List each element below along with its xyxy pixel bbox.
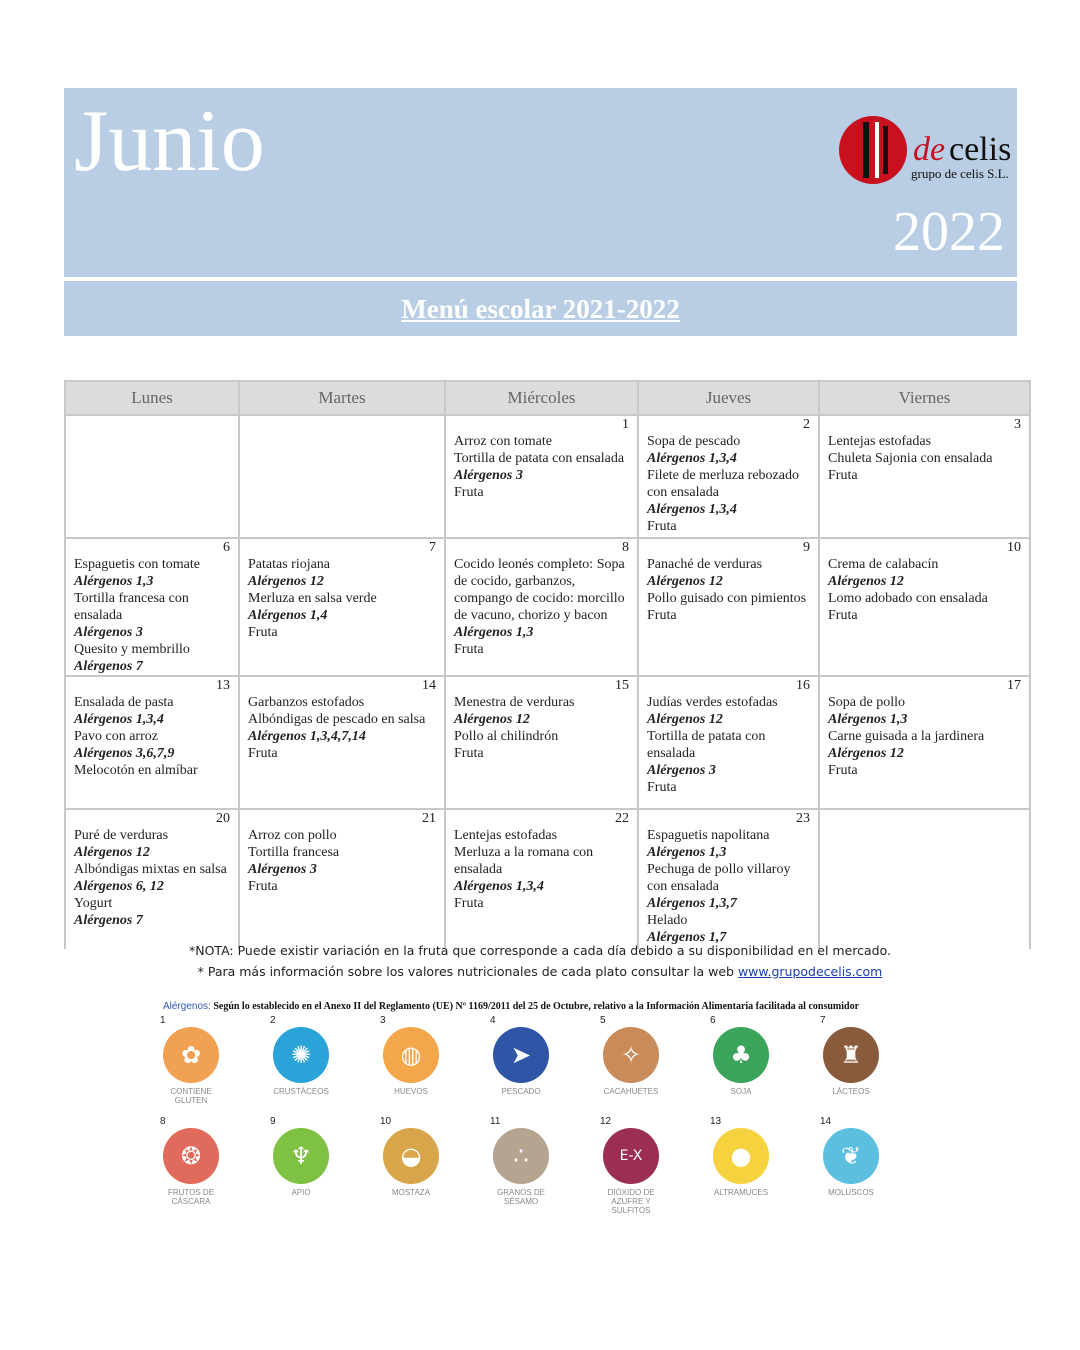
allergen-note: Alérgenos 12 [828, 574, 904, 589]
nutrition-note-text: * Para más información sobre los valores nutricionales de cada plato consultar la web [197, 964, 738, 979]
allergen-item [490, 1116, 552, 1206]
peanut-icon: ✧ [603, 1027, 659, 1083]
dish-line: Fruta [454, 746, 484, 761]
day-cell [65, 538, 239, 676]
allergen-note: Alérgenos 3 [454, 468, 523, 483]
week-row [65, 809, 1030, 949]
day-cell [239, 415, 445, 538]
allergen-number: 3 [380, 1015, 386, 1026]
day-number: 8 [622, 540, 629, 555]
day-number: 17 [1007, 678, 1021, 693]
dish-line: Arroz con pollo [248, 828, 337, 843]
allergen-item [270, 1116, 332, 1197]
allergen-number: 7 [820, 1015, 826, 1026]
allergen-note: Alérgenos 1,3 [647, 845, 727, 860]
allergen-note: Alérgenos 12 [828, 746, 904, 761]
day-cell [638, 809, 819, 949]
dish-line: Lentejas estofadas [454, 828, 558, 843]
dish-line: Filete de merluza rebozado con ensalada [647, 468, 799, 500]
dish-line: Fruta [647, 608, 677, 623]
allergen-note: Alérgenos 1,4 [248, 608, 328, 623]
allergen-item [710, 1015, 772, 1096]
allergen-note: Alérgenos 1,3,4 [74, 712, 164, 727]
dish-line: Pavo con arroz [74, 729, 158, 744]
day-cell [445, 676, 638, 809]
dish-line: Yogurt [74, 896, 113, 911]
dish-line: Espaguetis napolitana [647, 828, 770, 843]
day-cell [445, 415, 638, 538]
day-cell [445, 538, 638, 676]
dish-line: Cocido leonés completo: Sopa de cocido, garbanzos, compango de cocido: morcillo de vacuno, chorizo y bacon [454, 557, 625, 623]
allergen-caption: PESCADO [501, 1087, 541, 1096]
crab-icon: ✺ [273, 1027, 329, 1083]
allergen-caption: ALTRAMUCES [713, 1188, 769, 1197]
dish-line: Pollo al chilindrón [454, 729, 559, 744]
shell-icon: ❦ [823, 1128, 879, 1184]
dish-line: Fruta [454, 485, 484, 500]
allergen-item [600, 1015, 662, 1096]
day-cell [445, 809, 638, 949]
dish-line: Fruta [248, 625, 278, 640]
allergen-note: Alérgenos 1,3,4,7,14 [248, 729, 366, 744]
week-row [65, 538, 1030, 676]
allergen-note: Alérgenos 1,3 [454, 625, 534, 640]
lupin-icon: ● [713, 1128, 769, 1184]
allergen-note: Alérgenos 12 [454, 712, 530, 727]
allergen-legend-text: Según lo establecido en el Anexo II del Reglamento (UE) Nº 1169/2011 del 25 de Octubre, relativo a la Información Alimentaria facilitada al consumidor [213, 1001, 860, 1012]
allergen-caption: CRUSTÁCEOS [273, 1087, 329, 1096]
day-cell [65, 676, 239, 809]
allergen-caption: GRANOS DE SÉSAMO [496, 1188, 545, 1206]
dish-line: Puré de verduras [74, 828, 169, 843]
dish-line: Crema de calabacín [828, 557, 939, 572]
dish-line: Pollo guisado con pimientos [647, 591, 807, 606]
sesame-icon: ∴ [493, 1128, 549, 1184]
day-number: 20 [216, 811, 230, 826]
day-cell [819, 676, 1030, 809]
allergen-number: 8 [160, 1116, 166, 1127]
allergen-legend-header [163, 1001, 859, 1012]
day-cell [239, 538, 445, 676]
allergen-number: 10 [380, 1116, 392, 1127]
allergen-caption: SOJA [730, 1087, 752, 1096]
allergen-note: Alérgenos 12 [647, 574, 723, 589]
dish-line: Merluza en salsa verde [248, 591, 377, 606]
day-number: 9 [803, 540, 810, 555]
allergen-caption: LÁCTEOS [832, 1087, 870, 1096]
dish-line: Fruta [647, 780, 677, 795]
allergen-number: 4 [490, 1015, 496, 1026]
nut-icon: ❂ [163, 1128, 219, 1184]
allergen-caption: FRUTOS DE CÁSCARA [167, 1188, 215, 1206]
website-link[interactable]: www.grupodecelis.com [737, 964, 883, 979]
dish-line: Fruta [647, 519, 677, 534]
allergen-note: Alérgenos 12 [74, 845, 150, 860]
allergen-caption: CONTIENE GLUTEN [170, 1087, 212, 1105]
dish-line: Tortilla francesa [248, 845, 340, 860]
allergen-caption: CACAHUETES [603, 1087, 659, 1096]
day-number: 15 [615, 678, 629, 693]
allergen-note: Alérgenos 1,3 [74, 574, 154, 589]
dish-line: Espaguetis con tomate [74, 557, 200, 572]
dish-line: Fruta [248, 746, 278, 761]
day-cell [638, 415, 819, 538]
allergen-item [710, 1116, 772, 1197]
allergen-note: Alérgenos 6, 12 [74, 879, 164, 894]
allergen-number: 14 [820, 1116, 832, 1127]
dish-line: Albóndigas de pescado en salsa [248, 712, 426, 727]
allergen-note: Alérgenos 7 [74, 659, 143, 674]
dish-line: Chuleta Sajonia con ensalada [828, 451, 993, 466]
fish-icon: ➤ [493, 1027, 549, 1083]
allergen-note: Alérgenos 3 [74, 625, 143, 640]
day-number: 2 [803, 417, 810, 432]
col-header-martes: Martes [239, 381, 445, 415]
col-header-miercoles: Miércoles [445, 381, 638, 415]
allergen-item [380, 1015, 442, 1096]
mustard-icon: ◒ [383, 1128, 439, 1184]
allergen-number: 12 [600, 1116, 612, 1127]
day-cell [65, 809, 239, 949]
allergen-note: Alérgenos 1,3,4 [647, 502, 737, 517]
allergen-note: Alérgenos 1,3,4 [647, 451, 737, 466]
allergen-caption: DIÓXIDO DE AZUFRE Y SULFITOS [607, 1188, 655, 1215]
month-title: Junio [74, 93, 265, 190]
allergen-caption: MOLUSCOS [828, 1188, 874, 1197]
dish-line: Tortilla de patata con ensalada [454, 451, 625, 466]
allergen-number: 6 [710, 1015, 716, 1026]
day-cell [65, 415, 239, 538]
dish-line: Carne guisada a la jardinera [828, 729, 985, 744]
menu-banner [64, 281, 1017, 336]
day-cell [638, 676, 819, 809]
allergen-note: Alérgenos 3 [647, 763, 716, 778]
dish-line: Albóndigas mixtas en salsa [74, 862, 227, 877]
day-cell [239, 809, 445, 949]
allergen-item [490, 1015, 552, 1096]
day-number: 3 [1014, 417, 1021, 432]
dish-line: Lomo adobado con ensalada [828, 591, 988, 606]
allergen-number: 5 [600, 1015, 606, 1026]
nutrition-note [0, 964, 1080, 979]
week-row [65, 676, 1030, 809]
allergen-caption: APIO [291, 1188, 311, 1197]
soy-icon: ♣ [713, 1027, 769, 1083]
wheat-icon: ✿ [163, 1027, 219, 1083]
allergen-note: Alérgenos 1,3 [828, 712, 908, 727]
day-number: 7 [429, 540, 436, 555]
allergen-note: Alérgenos 12 [248, 574, 324, 589]
dish-line: Fruta [828, 468, 858, 483]
svg-text:grupo de celis S.L.: grupo de celis S.L. [911, 166, 1009, 181]
allergen-note: Alérgenos 3,6,7,9 [74, 746, 175, 761]
day-number: 1 [622, 417, 629, 432]
day-number: 22 [615, 811, 629, 826]
allergen-number: 2 [270, 1015, 276, 1026]
dish-line: Ensalada de pasta [74, 695, 174, 710]
allergen-number: 1 [160, 1015, 166, 1026]
day-number: 21 [422, 811, 436, 826]
fruit-note: *NOTA: Puede existir variación en la fruta que corresponde a cada día debido a su disponibilidad en el mercado. [188, 943, 891, 958]
allergen-note: Alérgenos 12 [647, 712, 723, 727]
menu-calendar [64, 380, 1031, 949]
day-number: 13 [216, 678, 230, 693]
dish-line: Sopa de pollo [828, 695, 905, 710]
allergen-item [820, 1015, 882, 1096]
year-label: 2022 [893, 201, 1005, 263]
sulphite-icon: E-X [603, 1128, 659, 1184]
day-cell [819, 809, 1030, 949]
allergen-item [160, 1116, 222, 1206]
day-number: 6 [223, 540, 230, 555]
allergen-number: 13 [710, 1116, 722, 1127]
day-cell [819, 415, 1030, 538]
allergen-item [820, 1116, 882, 1197]
dish-line: Fruta [828, 608, 858, 623]
dish-line: Patatas riojana [248, 557, 331, 572]
col-header-lunes: Lunes [65, 381, 239, 415]
milk-icon: ♜ [823, 1027, 879, 1083]
menu-title: Menú escolar 2021-2022 [401, 294, 680, 324]
dish-line: Pechuga de pollo villaroy con ensalada [647, 862, 791, 894]
decelis-logo [837, 114, 1017, 186]
day-number: 16 [796, 678, 810, 693]
allergen-note: Alérgenos 1,3,7 [647, 896, 737, 911]
dish-line: Fruta [454, 896, 484, 911]
allergen-item [600, 1116, 662, 1215]
col-header-jueves: Jueves [638, 381, 819, 415]
allergen-note: Alérgenos 1,7 [647, 930, 727, 945]
dish-line: Quesito y membrillo [74, 642, 190, 657]
dish-line: Fruta [828, 763, 858, 778]
day-number: 10 [1007, 540, 1021, 555]
dish-line: Menestra de verduras [454, 695, 575, 710]
day-cell [638, 538, 819, 676]
allergen-note: Alérgenos 3 [248, 862, 317, 877]
allergen-number: 11 [490, 1116, 501, 1127]
allergen-item [380, 1116, 442, 1197]
allergen-caption: HUEVOS [394, 1087, 428, 1096]
allergen-legend-label: Alérgenos: [163, 1001, 211, 1012]
day-cell [239, 676, 445, 809]
dish-line: Judías verdes estofadas [647, 695, 778, 710]
allergen-note: Alérgenos 1,3,4 [454, 879, 544, 894]
col-header-viernes: Viernes [819, 381, 1030, 415]
dish-line: Tortilla de patata con ensalada [647, 729, 766, 761]
dish-line: Garbanzos estofados [248, 695, 365, 710]
week-row [65, 415, 1030, 538]
dish-line: Fruta [248, 879, 278, 894]
dish-line: Helado [647, 913, 688, 928]
egg-icon: ◍ [383, 1027, 439, 1083]
day-number: 23 [796, 811, 810, 826]
dish-line: Melocotón en almíbar [74, 763, 198, 778]
dish-line: Arroz con tomate [454, 434, 552, 449]
dish-line: Lentejas estofadas [828, 434, 932, 449]
allergen-note: Alérgenos 7 [74, 913, 143, 928]
allergen-item [270, 1015, 332, 1096]
celery-icon: ♆ [273, 1128, 329, 1184]
svg-text:celis: celis [949, 131, 1012, 168]
dish-line: Fruta [454, 642, 484, 657]
dish-line: Tortilla francesa con ensalada [74, 591, 189, 623]
allergen-caption: MOSTAZA [391, 1188, 431, 1197]
dish-line: Sopa de pescado [647, 434, 741, 449]
allergen-item [160, 1015, 222, 1105]
allergen-number: 9 [270, 1116, 276, 1127]
svg-text:de: de [913, 131, 946, 168]
day-cell [819, 538, 1030, 676]
day-number: 14 [422, 678, 436, 693]
dish-line: Merluza a la romana con ensalada [454, 845, 594, 877]
month-header [64, 88, 1017, 277]
dish-line: Panaché de verduras [647, 557, 763, 572]
